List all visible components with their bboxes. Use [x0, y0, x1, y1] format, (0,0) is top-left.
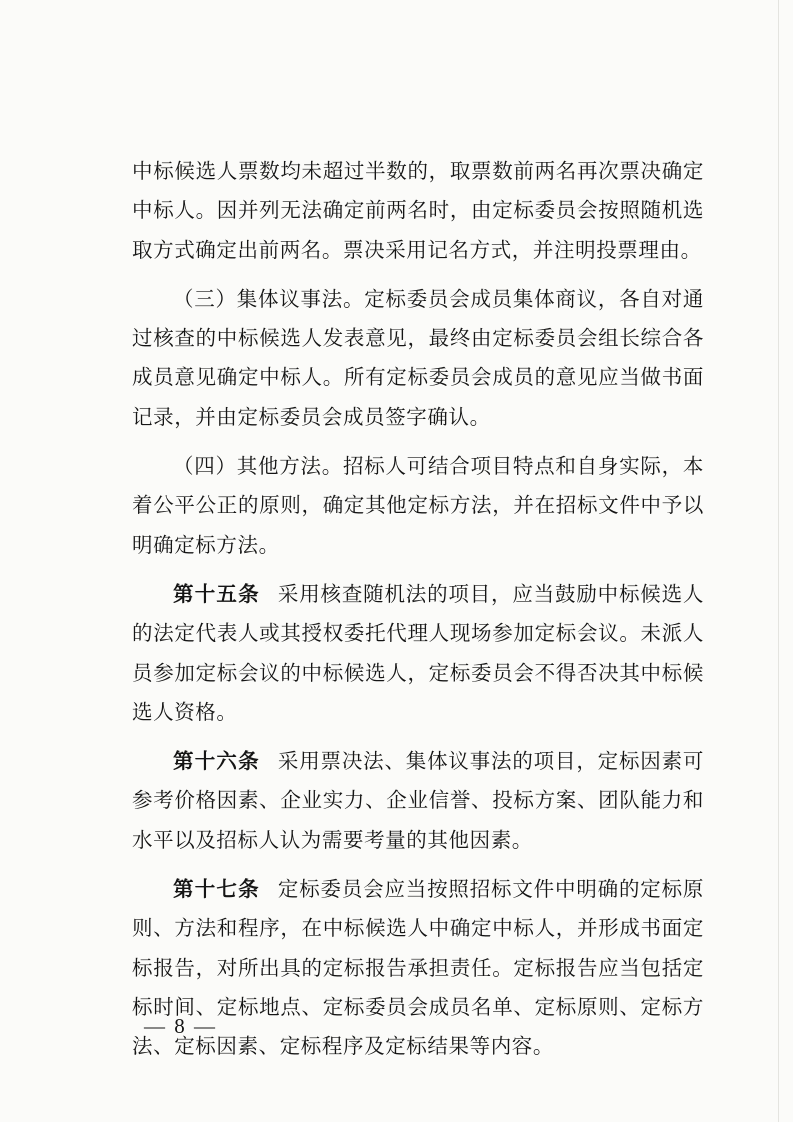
- article-text: 采用票决法、集体议事法的项目，定标因素可参考价格因素、企业实力、企业信誉、投标方案、团队能力和水平以及招标人认为需要考量的其他因素。: [132, 749, 705, 852]
- article-text: 定标委员会应当按照招标文件中明确的定标原则、方法和程序，在中标候选人中确定中标人，并形成书面定标报告，对所出具的定标报告承担责任。定标报告应当包括定标时间、定标地点、定标委员会成员名单、定标原则、定标方法、定标因素、定标程序及定标结果等内容。: [132, 877, 705, 1059]
- scan-edge-line: [778, 0, 779, 1122]
- paragraph-continuation: [132, 152, 704, 270]
- paragraph-collective-discussion: [132, 280, 704, 437]
- article-number: 第十七条: [173, 877, 260, 902]
- paragraph-text: 中标候选人票数均未超过半数的，取票数前两名再次票决确定中标人。因并列无法确定前两名时，由定标委员会按照随机选取方式确定出前两名。票决采用记名方式，并注明投票理由。: [132, 159, 704, 262]
- article-text: 采用核查随机法的项目，应当鼓励中标候选人的法定代表人或其授权委托代理人现场参加定标会议。未派人员参加定标会议的中标候选人，定标委员会不得否决其中标候选人资格。: [132, 581, 705, 724]
- article-15: [132, 575, 704, 732]
- paragraph-text: （三）集体议事法。定标委员会成员集体商议，各自对通过核查的中标候选人发表意见，最终由定标委员会组长综合各成员意见确定中标人。所有定标委员会成员的意见应当做书面记录，并由定标委员会成员签字确认。: [132, 286, 704, 429]
- article-number: 第十五条: [173, 581, 260, 606]
- paragraph-text: （四）其他方法。招标人可结合项目特点和自身实际，本着公平公正的原则，确定其他定标方法，并在招标文件中予以明确定标方法。: [132, 454, 704, 557]
- page-number: — 8 —: [144, 1014, 217, 1038]
- document-body: [132, 152, 704, 1067]
- article-number: 第十六条: [173, 749, 260, 774]
- paragraph-other-methods: [132, 447, 704, 565]
- article-16: [132, 742, 704, 860]
- article-17: [132, 870, 704, 1066]
